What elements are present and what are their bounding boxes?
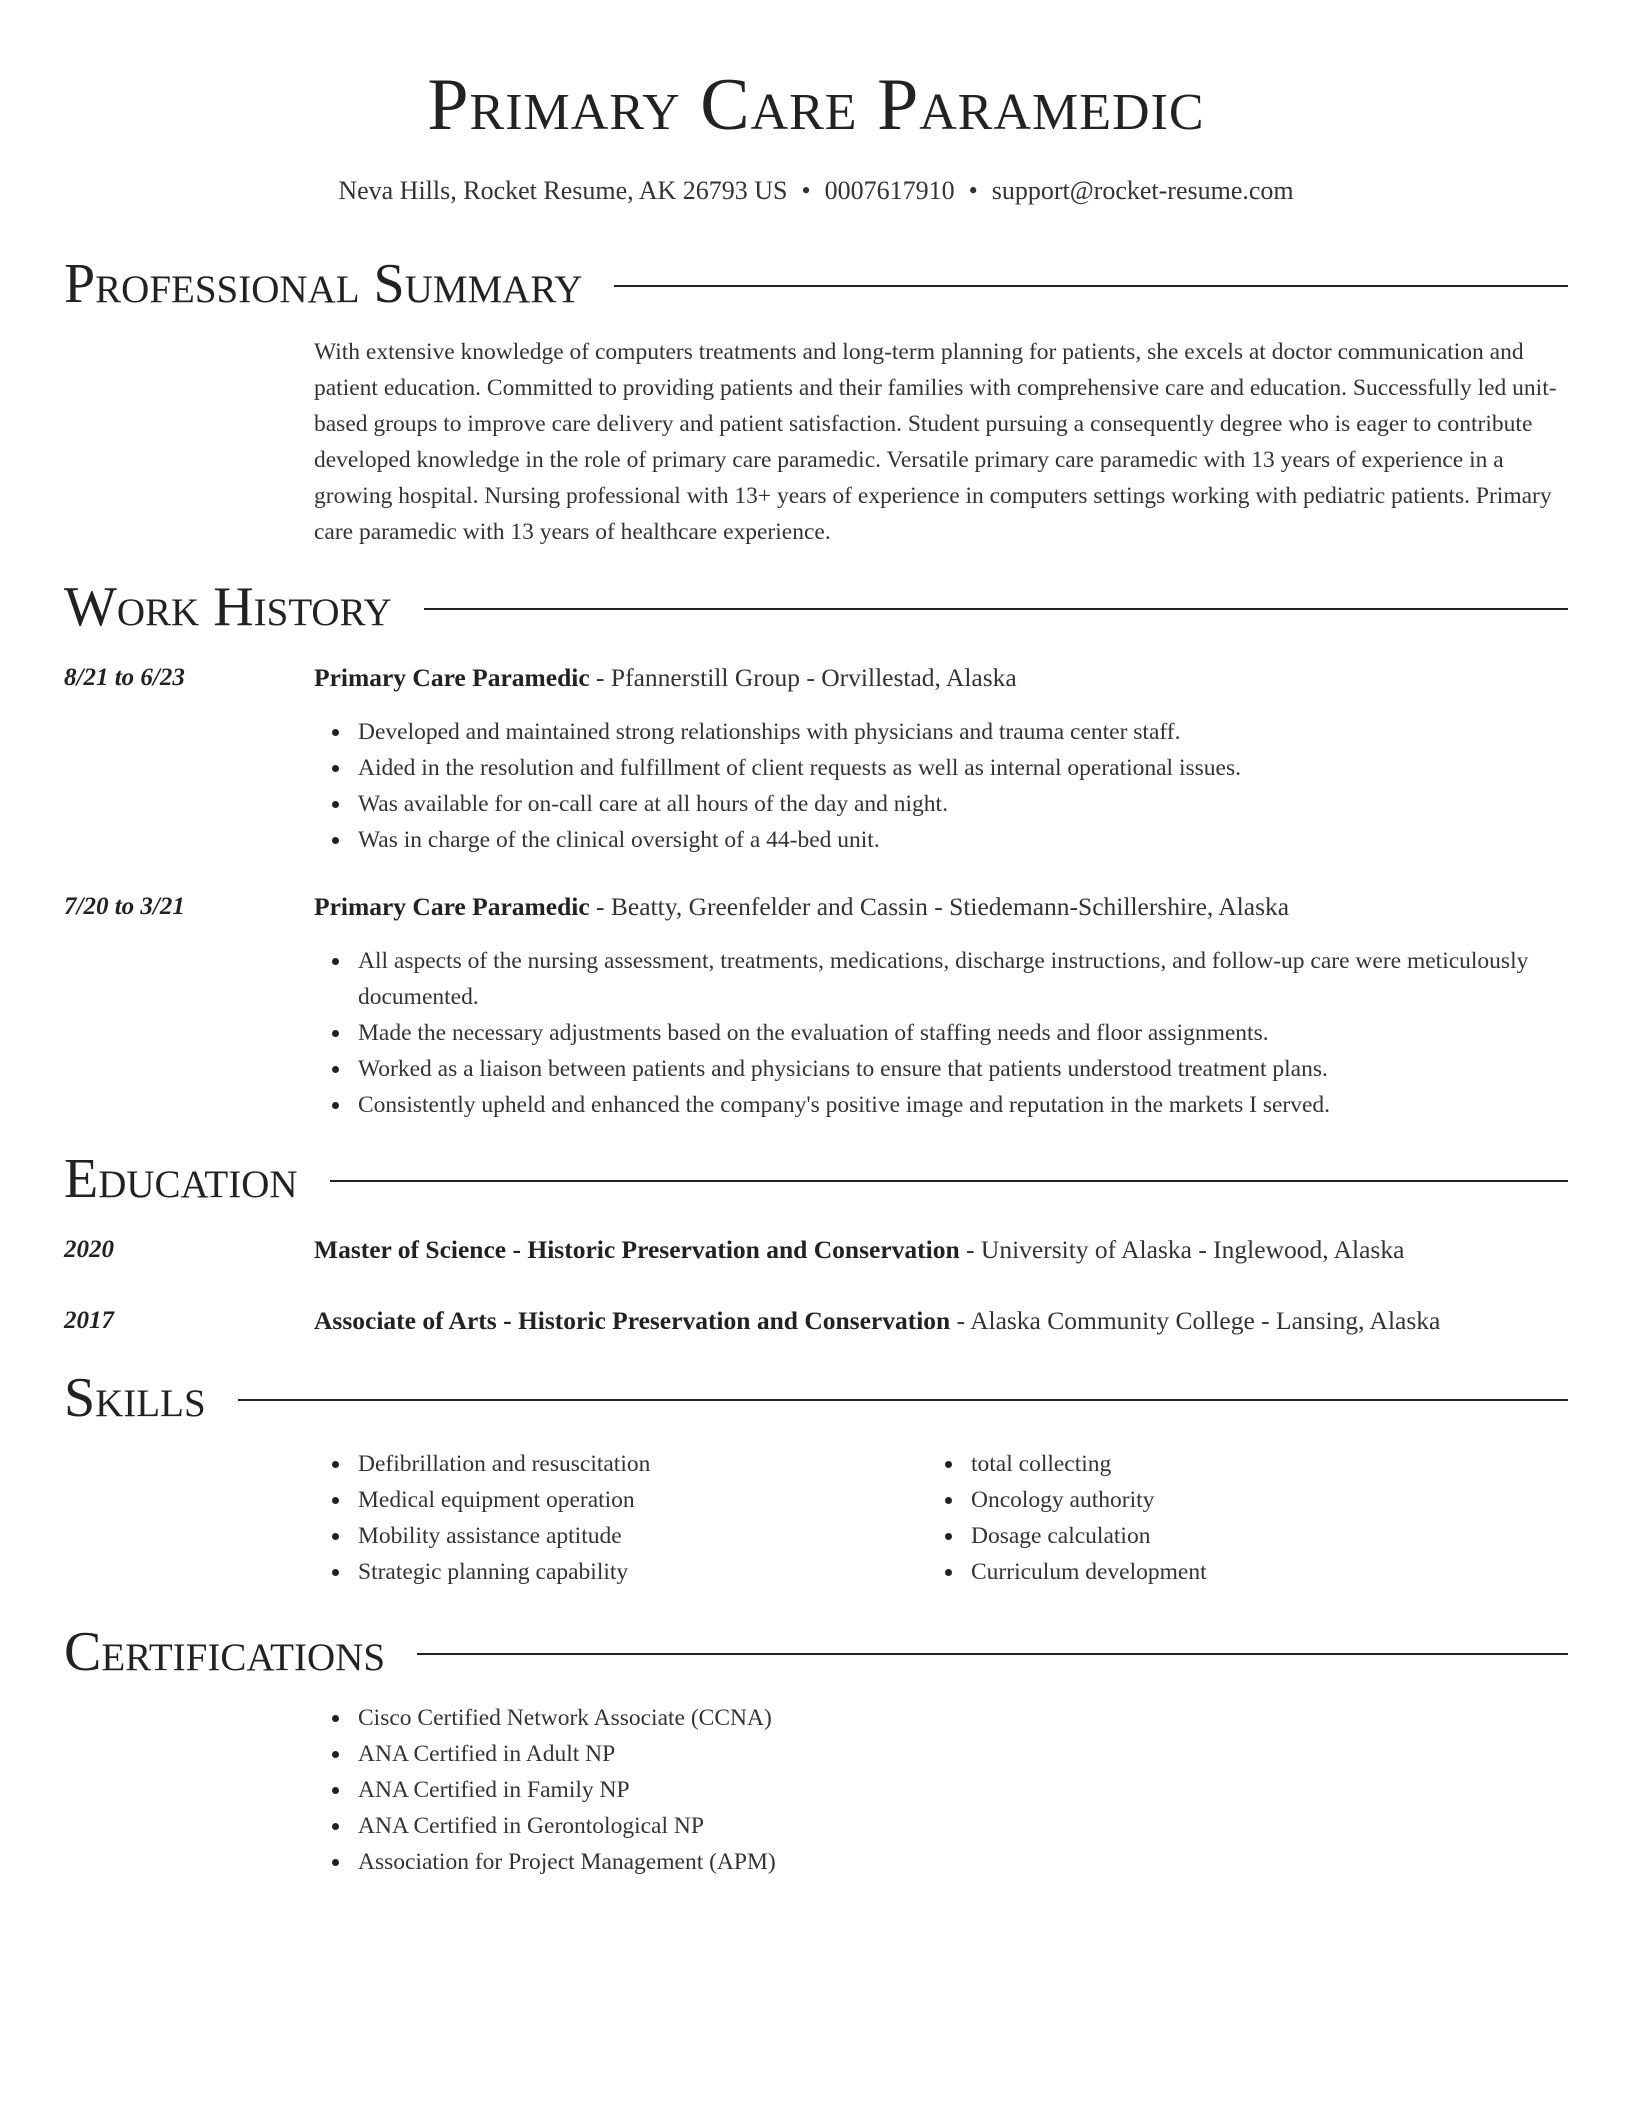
job-bullet: All aspects of the nursing assessment, treatments, medications, discharge instructions, and follow-up care were meticulously documented. xyxy=(358,943,1612,1015)
certifications-section-header xyxy=(64,1620,1568,1684)
candidate-name: Primary Care Paramedic xyxy=(427,64,1205,146)
education-year: 2020 xyxy=(64,1236,114,1263)
section-divider xyxy=(238,1399,1568,1401)
skill-item: Medical equipment operation xyxy=(358,1482,918,1518)
section-divider xyxy=(614,285,1568,287)
section-divider xyxy=(330,1180,1568,1182)
skills-list-right xyxy=(927,1446,1531,1590)
skill-item: Curriculum development xyxy=(971,1554,1531,1590)
skills-section-title: Skills xyxy=(64,1367,206,1429)
contact-address: Neva Hills, Rocket Resume, AK 26793 US xyxy=(338,176,788,205)
skill-item: total collecting xyxy=(971,1446,1531,1482)
job-heading xyxy=(314,889,1289,925)
work-section-title: Work History xyxy=(64,576,392,638)
education-section-header xyxy=(64,1147,1568,1211)
skill-item: Mobility assistance aptitude xyxy=(358,1518,918,1554)
contact-phone: 0007617910 xyxy=(824,176,955,205)
job-role: Primary Care Paramedic xyxy=(314,663,590,692)
summary-section-title: Professional Summary xyxy=(64,253,583,315)
contact-line xyxy=(0,176,1632,206)
job-details: - Pfannerstill Group - Orvillestad, Alaska xyxy=(589,663,1017,692)
job-heading xyxy=(314,660,1017,696)
skill-item: Dosage calculation xyxy=(971,1518,1531,1554)
job-details: - Beatty, Greenfelder and Cassin - Stiedemann-Schillershire, Alaska xyxy=(589,892,1290,921)
summary-text: With extensive knowledge of computers treatments and long-term planning for patients, she excels at doctor communication and patient education. Committed to providing patients and their families with comprehensive care and education. Successfully led unit-based groups to improve care delivery and patient satisfaction. Student pursuing a consequently degree who is eager to contribute developed knowledge in the role of primary care paramedic. Versatile primary care paramedic with 13 years of experience in a growing hospital. Nursing professional with 13+ years of experience in computers settings working with pediatric patients. Primary care paramedic with 13 years of healthcare experience. xyxy=(314,339,1557,545)
skills-list-left xyxy=(314,1446,918,1590)
job-bullet-list xyxy=(314,943,1612,1123)
job-bullet: Developed and maintained strong relationships with physicians and trauma center staff. xyxy=(358,714,1612,750)
certifications-list xyxy=(314,1700,1612,1880)
certification-item: Association for Project Management (APM) xyxy=(358,1844,1612,1880)
certification-item: ANA Certified in Adult NP xyxy=(358,1736,1612,1772)
education-details: - University of Alaska - Inglewood, Alaska xyxy=(959,1235,1405,1264)
skill-item: Defibrillation and resuscitation xyxy=(358,1446,918,1482)
education-details: - Alaska Community College - Lansing, Alaska xyxy=(950,1306,1441,1335)
job-role: Primary Care Paramedic xyxy=(314,892,590,921)
summary-section-header xyxy=(64,252,1568,316)
section-divider xyxy=(424,608,1568,610)
work-section-header xyxy=(64,575,1568,639)
job-bullet-list xyxy=(314,714,1612,858)
section-divider xyxy=(417,1653,1568,1655)
certification-item: ANA Certified in Gerontological NP xyxy=(358,1808,1612,1844)
job-bullet: Aided in the resolution and fulfillment of client requests as well as internal operational issues. xyxy=(358,750,1612,786)
job-bullet: Made the necessary adjustments based on the evaluation of staffing needs and floor assignments. xyxy=(358,1015,1612,1051)
job-dates: 7/20 to 3/21 xyxy=(64,893,185,920)
job-bullet: Worked as a liaison between patients and physicians to ensure that patients understood treatment plans. xyxy=(358,1051,1612,1087)
certifications-section-title: Certifications xyxy=(64,1621,386,1683)
job-bullet: Was available for on-call care at all hours of the day and night. xyxy=(358,786,1612,822)
education-year: 2017 xyxy=(64,1307,114,1334)
certification-item: Cisco Certified Network Associate (CCNA) xyxy=(358,1700,1612,1736)
skills-section-header xyxy=(64,1366,1568,1430)
job-bullet: Consistently upheld and enhanced the company's positive image and reputation in the markets I served. xyxy=(358,1087,1612,1123)
education-entry xyxy=(314,1303,1440,1339)
education-entry xyxy=(314,1232,1404,1268)
job-dates: 8/21 to 6/23 xyxy=(64,664,185,691)
education-degree: Master of Science - Historic Preservation and Conservation xyxy=(314,1235,960,1264)
education-section-title: Education xyxy=(64,1148,298,1210)
contact-separator: • xyxy=(801,176,811,205)
contact-email[interactable]: support@rocket-resume.com xyxy=(991,176,1294,205)
contact-separator: • xyxy=(968,176,978,205)
job-bullet: Was in charge of the clinical oversight of a 44-bed unit. xyxy=(358,822,1612,858)
education-degree: Associate of Arts - Historic Preservation and Conservation xyxy=(314,1306,951,1335)
skill-item: Strategic planning capability xyxy=(358,1554,918,1590)
skill-item: Oncology authority xyxy=(971,1482,1531,1518)
certification-item: ANA Certified in Family NP xyxy=(358,1772,1612,1808)
